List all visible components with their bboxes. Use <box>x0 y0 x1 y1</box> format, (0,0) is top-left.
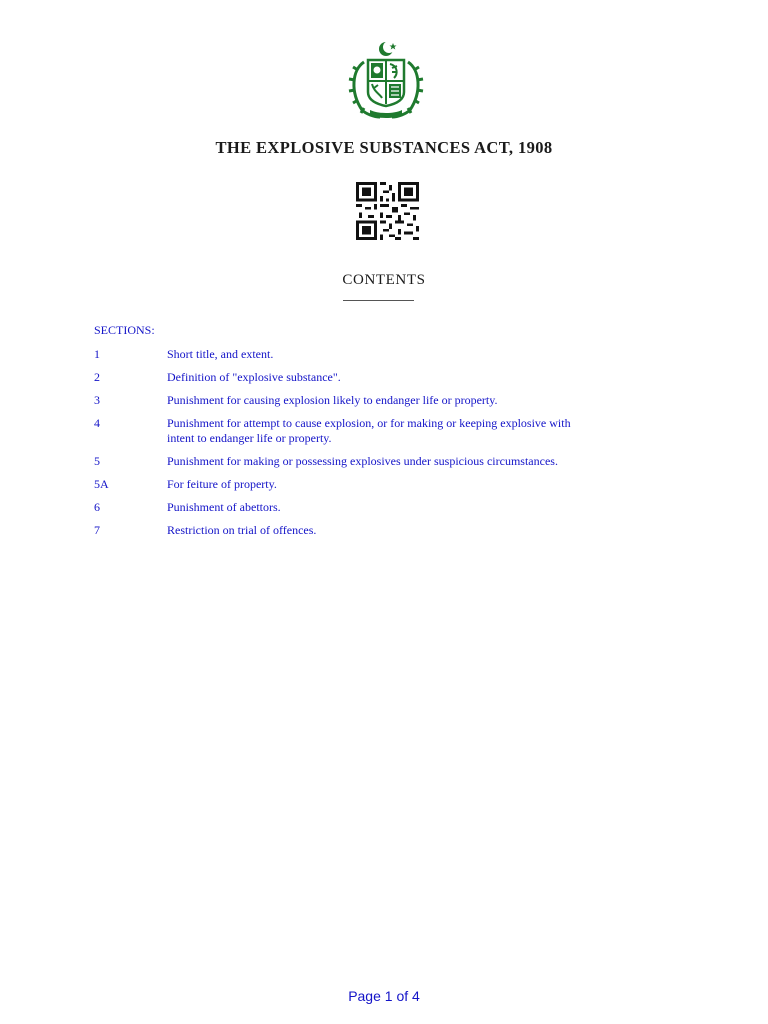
section-number: 2 <box>94 370 100 384</box>
section-number: 1 <box>94 347 100 361</box>
section-title-link[interactable]: Punishment for making or possessing explosives under suspicious circumstances. <box>167 454 558 468</box>
qr-code <box>356 182 419 240</box>
section-number: 3 <box>94 393 100 407</box>
section-number: 5 <box>94 454 100 468</box>
sections-label: SECTIONS: <box>94 323 155 337</box>
page-indicator: Page 1 of 4 <box>348 988 420 1004</box>
section-title-link[interactable]: Punishment of abettors. <box>167 500 281 514</box>
section-title-link[interactable]: Punishment for causing explosion likely to endanger life or property. <box>167 393 498 407</box>
section-number: 6 <box>94 500 100 514</box>
toc-item[interactable] <box>94 500 694 515</box>
toc-item[interactable] <box>94 393 694 408</box>
toc-item[interactable] <box>94 454 694 469</box>
section-title-link[interactable]: Definition of "explosive substance". <box>167 370 341 384</box>
toc-item[interactable] <box>94 477 694 492</box>
section-title-link[interactable]: For feiture of property. <box>167 477 277 491</box>
section-title-link[interactable]: Short title, and extent. <box>167 347 274 361</box>
toc-item[interactable] <box>94 370 694 385</box>
section-number: 7 <box>94 523 100 537</box>
state-emblem <box>344 40 428 120</box>
contents-heading: CONTENTS <box>342 272 426 288</box>
contents-divider <box>343 300 414 301</box>
toc-item[interactable] <box>94 347 694 362</box>
toc-item[interactable] <box>94 416 694 446</box>
section-title-link[interactable]: Punishment for attempt to cause explosion, or for making or keeping explosive with intent to endanger life or property. <box>167 416 571 445</box>
section-title-link[interactable]: Restriction on trial of offences. <box>167 523 317 537</box>
document-title: THE EXPLOSIVE SUBSTANCES ACT, 1908 <box>215 138 553 157</box>
table-of-contents <box>94 347 694 546</box>
section-number: 5A <box>94 477 109 491</box>
section-number: 4 <box>94 416 100 430</box>
toc-item[interactable] <box>94 523 694 538</box>
